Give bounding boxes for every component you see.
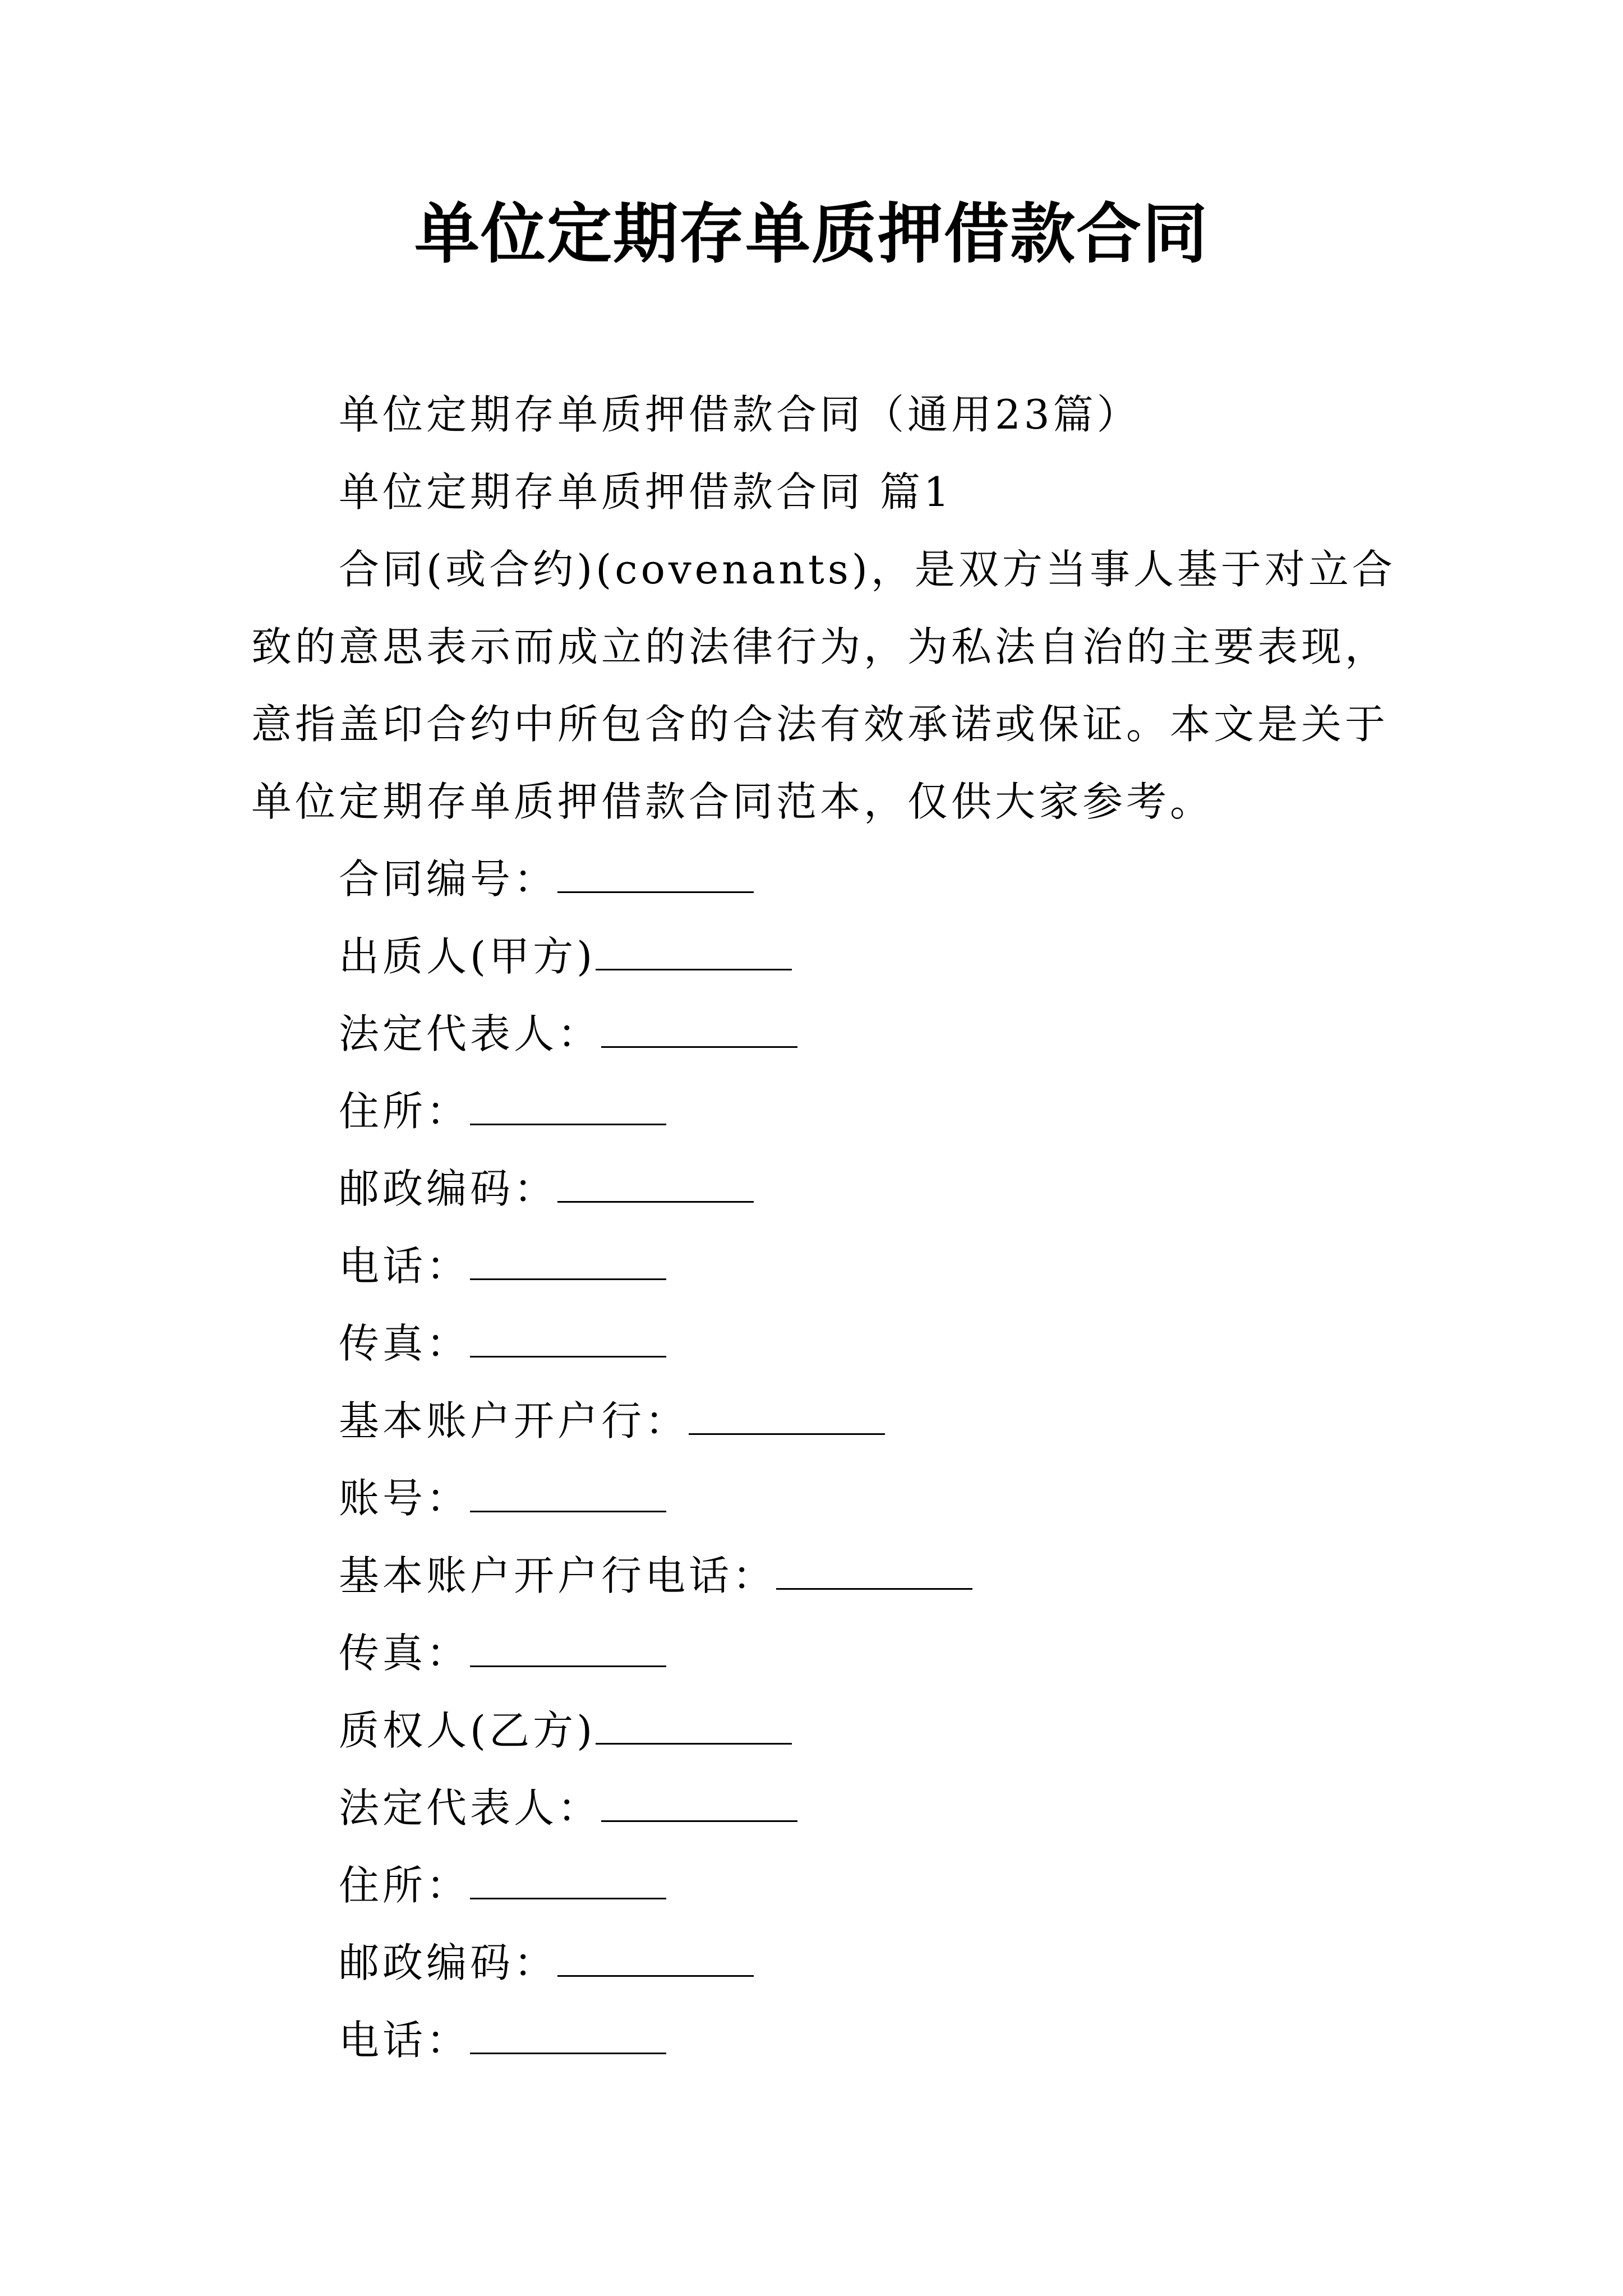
field-pledgor-fax [251, 1305, 1418, 1382]
field-pledgor-postcode [251, 1150, 1418, 1227]
fill-blank [557, 858, 754, 893]
field-pledgee-phone [251, 2001, 1418, 2079]
heading-line: 单位定期存单质押借款合同（通用23篇） [339, 391, 1141, 438]
fill-blank [470, 1322, 666, 1358]
field-pledgor-legal-rep [251, 995, 1418, 1073]
field-pledgee-legal-rep [251, 1769, 1418, 1847]
field-label: 邮政编码： [339, 1939, 558, 1986]
field-label: 合同编号： [339, 855, 558, 903]
fill-blank [557, 1167, 754, 1203]
intro-paragraph: 合同(或合约)(covenants)，是双方当事人基于对立合致的意思表示而成立的法律行为，为私法自治的主要表现，意指盖印合约中所包含的合法有效承诺或保证。本文是关于单位定期存单质押借款合同范本，仅供大家参考。 [251, 546, 1396, 825]
field-pledgor-phone [251, 1227, 1418, 1305]
fill-blank [470, 1864, 666, 1899]
field-bank-fax [251, 1614, 1418, 1692]
field-label: 邮政编码： [339, 1165, 558, 1212]
field-contract-number [251, 840, 1418, 918]
field-label: 账号： [339, 1475, 471, 1522]
field-pledgee-address [251, 1847, 1418, 1924]
field-label: 住所： [339, 1862, 471, 1909]
field-label: 传真： [339, 1630, 471, 1677]
fill-blank [470, 1090, 666, 1125]
fill-blank [776, 1554, 972, 1590]
field-label: 出质人(甲方) [339, 933, 596, 980]
fill-blank [470, 2019, 666, 2054]
document-body [251, 376, 1418, 2079]
field-label: 法定代表人： [339, 1010, 602, 1057]
fill-blank [596, 1709, 792, 1745]
fill-blank [601, 1013, 797, 1048]
field-label: 传真： [339, 1320, 471, 1367]
fill-blank [596, 935, 792, 970]
field-label: 质权人(乙方) [339, 1707, 596, 1754]
field-label: 电话： [339, 2017, 471, 2064]
field-account-number [251, 1460, 1418, 1537]
field-label: 法定代表人： [339, 1784, 602, 1832]
document-title: 单位定期存单质押借款合同 [414, 196, 1209, 272]
field-label: 基本账户开户行电话： [339, 1552, 777, 1599]
fill-blank [557, 1941, 754, 1977]
section-line: 单位定期存单质押借款合同 篇1 [339, 468, 953, 516]
field-pledgor-address [251, 1073, 1418, 1150]
field-label: 基本账户开户行： [339, 1397, 689, 1444]
field-pledgee [251, 1692, 1418, 1769]
fill-blank [470, 1477, 666, 1512]
field-basic-account-bank [251, 1382, 1418, 1460]
field-pledgee-postcode [251, 1924, 1418, 2001]
field-label: 住所： [339, 1088, 471, 1135]
field-pledgor [251, 918, 1418, 995]
field-label: 电话： [339, 1243, 471, 1290]
fill-blank [601, 1787, 797, 1822]
fill-blank [470, 1245, 666, 1280]
fill-blank [689, 1400, 885, 1435]
field-basic-account-bank-phone [251, 1537, 1418, 1614]
fill-blank [470, 1632, 666, 1667]
